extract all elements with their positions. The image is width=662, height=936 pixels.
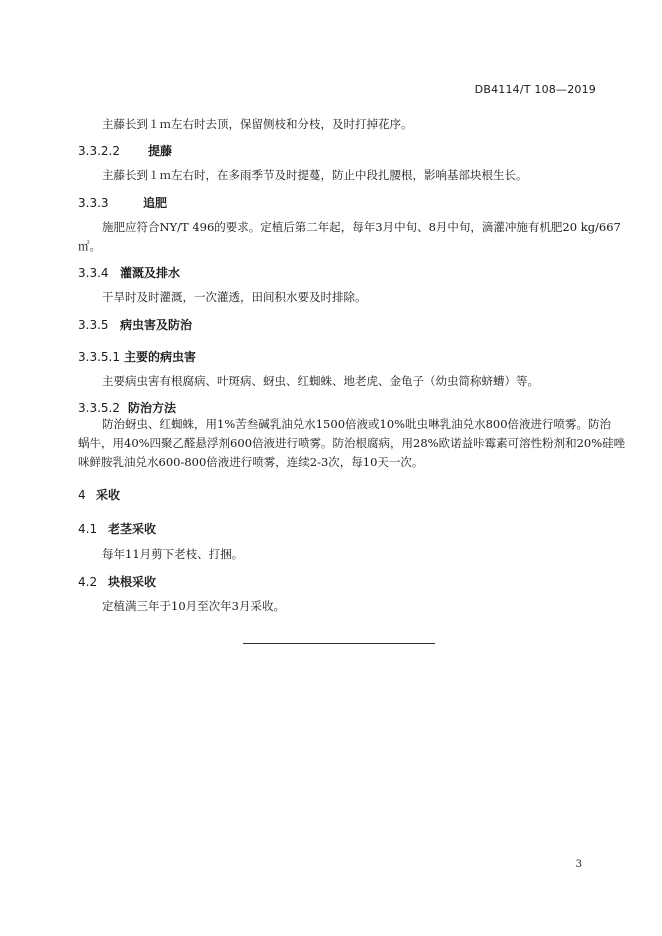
section-title: 块根采收 — [108, 575, 157, 589]
section-title: 提藤 — [148, 144, 173, 158]
section-title: 采收 — [96, 488, 121, 502]
section-heading-3-3-5-2 — [78, 399, 176, 416]
section-number: 4 — [78, 488, 86, 502]
section-heading-3-3-5-1 — [78, 348, 196, 365]
section-title: 追肥 — [143, 196, 168, 210]
paragraph-main-pests: 主要病虫害有根腐病、叶斑病、蚜虫、红蜘蛛、地老虎、金龟子（幼虫简称蛴螬）等。 — [102, 374, 539, 388]
section-number: 3.3.5.1 — [78, 350, 120, 364]
section-number: 3.3.3 — [78, 196, 109, 210]
section-number: 3.3.5 — [78, 318, 109, 332]
section-number: 3.3.4 — [78, 266, 109, 280]
section-title: 主要的病虫害 — [124, 350, 197, 364]
standard-code: DB4114/T 108—2019 — [474, 83, 596, 96]
section-number: 4.2 — [78, 575, 98, 589]
section-title: 防治方法 — [128, 401, 177, 415]
section-heading-4-2 — [78, 573, 156, 590]
paragraph-control-line-2: 蜗牛，用40%四聚乙醛悬浮剂600倍液进行喷雾。防治根腐病，用28%欧诺益咔霉素可溶性粉剂和20%硅唑 — [78, 436, 626, 450]
paragraph-fertilize-line-1: 施肥应符合NY/T 496的要求。定植后第二年起，每年3月中旬、8月中旬，滴灌冲施有机肥20 kg/667 — [102, 220, 621, 234]
paragraph-lift-vine: 主藤长到１ｍ左右时，在多雨季节及时提蔓，防止中段扎腰根，影响基部块根生长。 — [102, 168, 528, 182]
end-rule — [243, 643, 435, 644]
section-heading-3-3-3 — [78, 194, 167, 211]
paragraph-control-line-3: 咪鲜胺乳油兑水600-800倍液进行喷雾，连续2-3次，每10天一次。 — [78, 455, 424, 469]
section-number: 3.3.2.2 — [78, 144, 120, 158]
section-title: 老茎采收 — [108, 522, 157, 536]
section-heading-3-3-4 — [78, 264, 180, 281]
section-title: 灌溉及排水 — [120, 266, 181, 280]
paragraph-control-line-1: 防治蚜虫、红蜘蛛，用1%苦叁碱乳油兑水1500倍液或10%吡虫啉乳油兑水800倍液进行喷雾。防治 — [102, 417, 612, 431]
page-number: 3 — [575, 859, 582, 870]
paragraph-topping: 主藤长到１ｍ左右时去顶，保留侧枝和分枝，及时打掉花序。 — [102, 117, 413, 131]
paragraph-fertilize-line-2: ㎡。 — [78, 239, 101, 253]
section-title: 病虫害及防治 — [120, 318, 193, 332]
section-heading-4-1 — [78, 520, 156, 537]
section-number: 3.3.5.2 — [78, 401, 120, 415]
section-heading-3-3-2-2 — [78, 142, 172, 159]
section-heading-4 — [78, 486, 120, 503]
paragraph-irrigation: 干旱时及时灌溉，一次灌透，田间积水要及时排除。 — [102, 290, 367, 304]
paragraph-old-stem: 每年11月剪下老枝、打捆。 — [102, 547, 244, 561]
section-number: 4.1 — [78, 522, 98, 536]
section-heading-3-3-5 — [78, 316, 192, 333]
paragraph-tuber-harvest: 定植满三年于10月至次年3月采收。 — [102, 599, 285, 613]
